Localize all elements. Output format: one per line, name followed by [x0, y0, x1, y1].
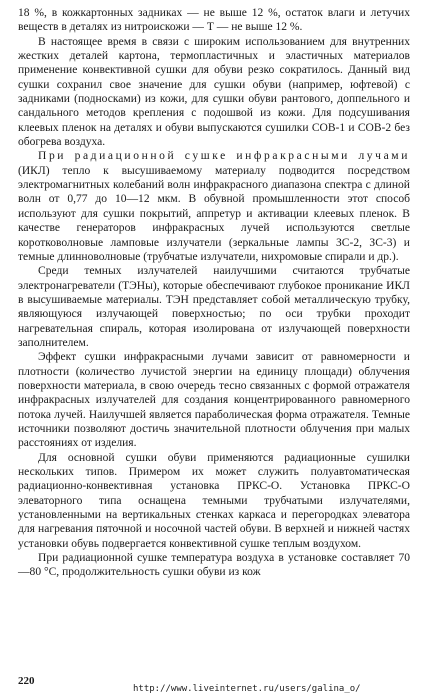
- paragraph-text: Эффект сушки инфракрасными лучами зависит от равномерности и плотности (количество лучистой энергии на единицу площади) облучения поверхности материала, в свою очередь тесно связанных с формой отражателя инфракрасных излучателей для создания концентрированного равномерного потока лучей. Наилучшей является параболическая форма отражателя. Темные источники позволяют достичь значительной плотности облучения при малых расстояниях от изделия.: [18, 351, 410, 450]
- paragraph: [18, 149, 410, 264]
- paragraph: [18, 551, 410, 580]
- paragraph-text: (ИКЛ) тепло к высушиваемому материалу подводится посредством электромагнитных колебаний волн инфракрасного диапазона спектра с длиной волн от 0,77 до 10—12 мкм. В обувной промышленности этот способ используют для сушки покрытий, аппретур и активации клеевых пленок. В качестве генераторов инфракрасных лучей используются светлые коротковолновые ламповые излучатели (зеркальные лампы ЗС-2, ЗС-3) и темные длинноволновые (трубчатые излучатели, нихромовые спирали и др.).: [18, 164, 410, 263]
- paragraph-text: В настоящее время в связи с широким использованием для внутренних жестких деталей картона, термопластичных и эластичных материалов применение конвективной сушки для обуви резко сократилось. Данный вид сушки сохранил свое значение для сушки обуви (например, юфтевой) с задниками (подносками) из кожи, для сушки обуви рантового, доппельного и сандального методов крепления с подошвой из кожи. Для подсушивания клеевых пленок на деталях и обуви выпускаются сушилки СОВ-1 и СОВ-2 без обогрева воздуха.: [18, 35, 410, 149]
- page-text: [18, 6, 410, 580]
- spaced-heading-text: При радиационной сушке инфракрасными лучами: [38, 150, 410, 163]
- paragraph: [18, 6, 410, 35]
- paragraph-text: Среди темных излучателей наилучшими считаются трубчатые электронагреватели (ТЭНы), которые обеспечивают глубокое проникание ИКЛ в высушиваемые материалы. ТЭН представляет собой металлическую трубку, являющуюся излучающей поверхностью; по оси трубки проходит нагревательная спираль, которая изолирована от излучающей поверхности заполнителем.: [18, 265, 410, 349]
- paragraph-text: При радиационной сушке температура воздуха в установке составляет 70—80 °С, продолжительность сушки обуви из кож: [18, 552, 410, 579]
- paragraph: [18, 264, 410, 350]
- paragraph: [18, 451, 410, 551]
- paragraph: [18, 35, 410, 150]
- paragraph-text: 18 %, в кожкартонных задниках — не выше 12 %, остаток влаги и летучих веществ в деталях из нитроискожи — Т — не выше 12 %.: [18, 7, 410, 34]
- paragraph-text: Для основной сушки обуви применяются радиационные сушилки нескольких типов. Примером их может служить полуавтоматическая радиационно-конвективная установка ПРКС-О. Установка ПРКС-О элеваторного типа оснащена темными трубчатыми излучателями, установленными на вертикальных стенках каркаса и перегородках элеватора для нагревания пяточной и носочной частей обуви. В верхней и нижней частях установки обувь подвергается конвективной сушке теплым воздухом.: [18, 451, 410, 550]
- watermark-url: http://www.liveinternet.ru/users/galina_o/: [133, 684, 361, 694]
- page-number: 220: [18, 675, 35, 687]
- paragraph: [18, 350, 410, 450]
